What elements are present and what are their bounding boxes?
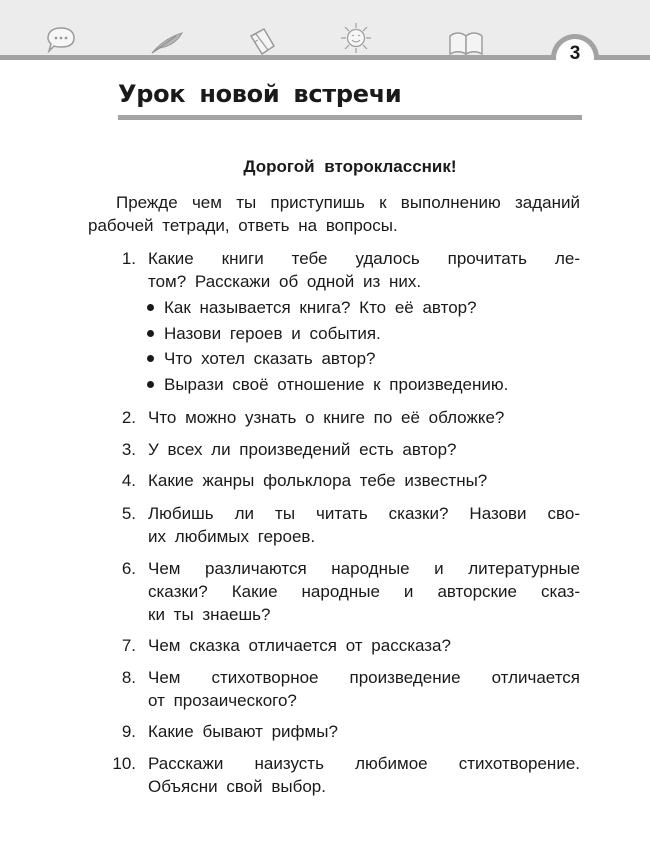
question-line: от прозаического? [148, 691, 297, 710]
question-line: Какие жанры фольклора тебе известны? [148, 471, 488, 490]
sub-question-text: Как называется книга? Кто её автор? [164, 298, 477, 317]
question-line: Любишь ли ты читать сказки? Назови сво- [148, 504, 580, 523]
question-number: 4. [121, 471, 136, 490]
greeting-heading: Дорогой второклассник! [243, 157, 457, 176]
title-underline [118, 115, 582, 120]
question-text [148, 469, 580, 492]
question-number: 8. [121, 668, 136, 687]
question-line: У всех ли произведений есть автор? [148, 440, 457, 459]
question-text [148, 720, 580, 743]
question-line: Расскажи наизусть любимое стихотворение. [148, 754, 580, 773]
intro-text: Прежде чем ты приступишь к выполнению заданий рабочей тетради, ответь на вопросы. [88, 193, 580, 235]
sub-question-item [147, 347, 376, 370]
question-line: ки ты знаешь? [148, 605, 271, 624]
question-number: 7. [121, 636, 136, 655]
question-line: Какие бывают рифмы? [148, 722, 338, 741]
closed-book-icon [248, 26, 278, 56]
question-number: 9. [121, 722, 136, 741]
question-line: Объясни свой выбор. [148, 777, 326, 796]
lesson-title: Урок новой встречи [118, 80, 402, 108]
question-text [148, 247, 580, 293]
question-text [148, 502, 580, 548]
question-number: 5. [121, 504, 136, 523]
question-text [148, 666, 580, 712]
sub-question-text: Что хотел сказать автор? [164, 349, 376, 368]
speech-bubble-icon [44, 26, 78, 54]
intro-paragraph [88, 191, 580, 237]
question-line: том? Расскажи об одной из них. [148, 272, 422, 291]
sub-question-item [147, 322, 381, 345]
question-line: Что можно узнать о книге по её обложке? [148, 408, 505, 427]
page-number: 3 [569, 43, 581, 64]
question-line: их любимых героев. [148, 527, 316, 546]
bullet-icon [147, 330, 154, 337]
sub-question-text: Вырази своё отношение к произведению. [164, 375, 509, 394]
bullet-icon [147, 355, 154, 362]
feather-icon [150, 30, 184, 54]
sub-question-item [147, 296, 477, 319]
question-text [148, 406, 580, 429]
question-text [148, 752, 580, 798]
question-line: Чем стихотворное произведение отличается [148, 668, 580, 687]
sub-question-text: Назови героев и события. [164, 324, 381, 343]
question-number: 3. [121, 440, 136, 459]
question-text [148, 634, 580, 657]
bullet-icon [147, 381, 154, 388]
question-line: Чем различаются народные и литературные [148, 559, 580, 578]
question-text [148, 438, 580, 461]
question-number: 10. [112, 754, 136, 773]
question-line: сказки? Какие народные и авторские сказ- [148, 582, 580, 601]
sub-question-item [147, 373, 508, 396]
question-number: 2. [121, 408, 136, 427]
question-number: 1. [121, 249, 136, 268]
open-book-icon [447, 30, 485, 56]
question-text [148, 557, 580, 626]
question-line: Чем сказка отличается от рассказа? [148, 636, 451, 655]
question-line: Какие книги тебе удалось прочитать ле- [148, 249, 580, 268]
smiling-sun-icon [340, 22, 372, 54]
bullet-icon [147, 304, 154, 311]
question-number: 6. [121, 559, 136, 578]
